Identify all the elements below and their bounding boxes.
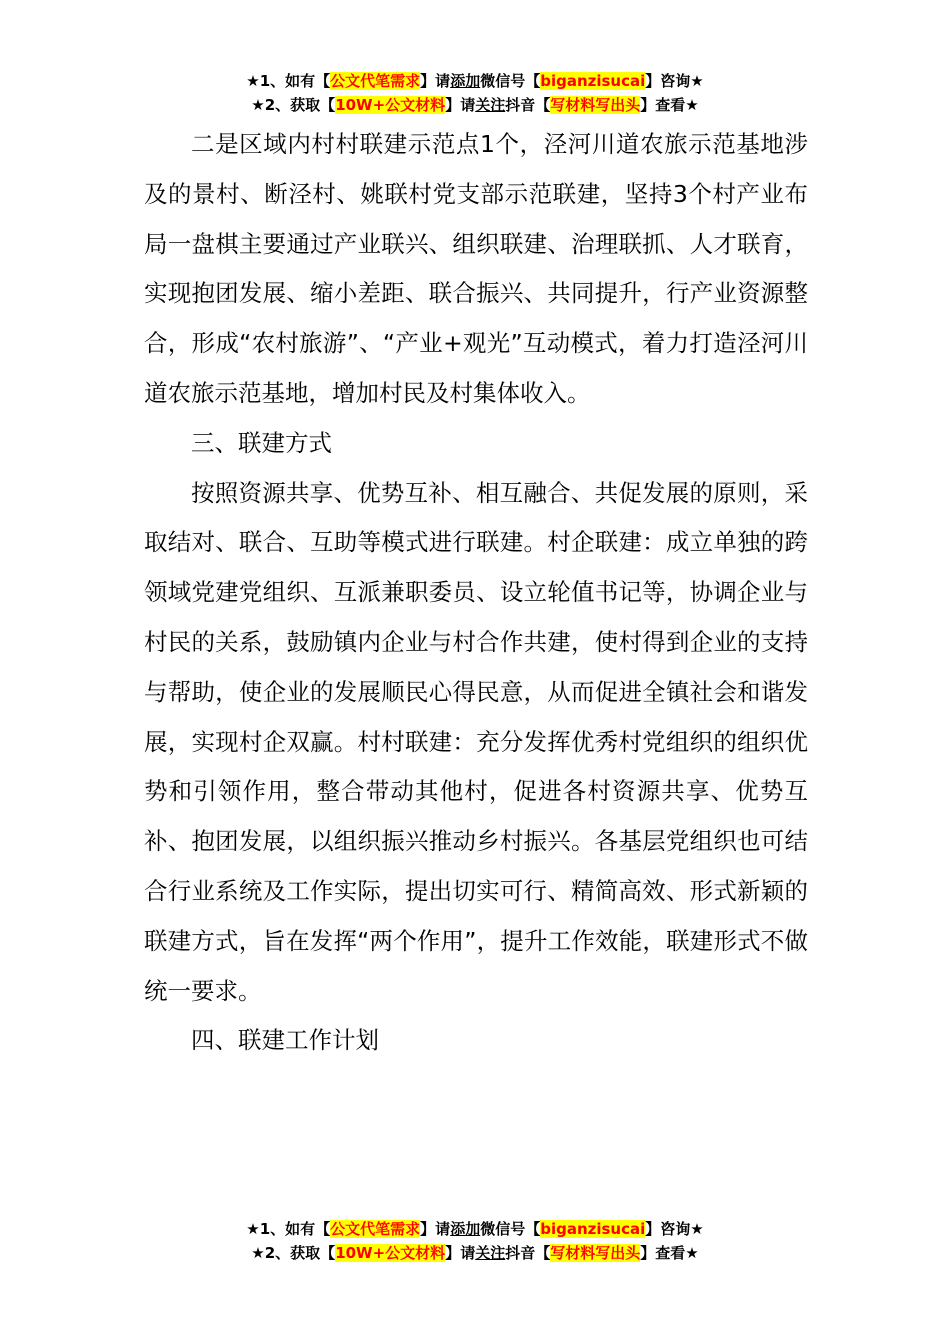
banner-highlight: 10W+公文材料 <box>335 1244 446 1262</box>
banner-highlight: 写材料写出头 <box>550 96 641 114</box>
banner-text: 】请 <box>445 1244 476 1262</box>
banner-text: 】咨询★ <box>645 72 704 90</box>
banner-underlined-text: 添加 <box>450 72 481 90</box>
top-banner <box>0 69 950 117</box>
banner-text: ★1、如有【 <box>246 72 331 90</box>
banner-highlight: 公文代笔需求 <box>330 1220 421 1238</box>
banner-underlined-text: 关注 <box>475 96 506 114</box>
banner-line-1 <box>0 1217 950 1241</box>
banner-underlined-text: 添加 <box>450 1220 481 1238</box>
banner-line-2 <box>0 93 950 117</box>
banner-highlight: 写材料写出头 <box>550 1244 641 1262</box>
banner-highlight: biganzisucai <box>540 72 646 90</box>
banner-text: 】请 <box>420 72 451 90</box>
banner-line-1 <box>0 69 950 93</box>
paragraph-demonstration-site: 二是区域内村村联建示范点1个，泾河川道农旅示范基地涉及的景村、断泾村、姚联村党支部示范联建，坚持3个村产业布局一盘棋主要通过产业联兴、组织联建、治理联抓、人才联育，实现抱团发展、缩小差距、联合振兴、共同提升，行产业资源整合，形成“农村旅游”、“产业+观光”互动模式，着力打造泾河川道农旅示范基地，增加村民及村集体收入。 <box>144 130 808 407</box>
banner-text: 】查看★ <box>640 96 699 114</box>
banner-highlight: 公文代笔需求 <box>330 72 421 90</box>
banner-text: 】咨询★ <box>645 1220 704 1238</box>
banner-text: 微信号【 <box>480 1220 541 1238</box>
banner-text: ★2、获取【 <box>251 96 336 114</box>
banner-underlined-text: 关注 <box>475 1244 506 1262</box>
banner-highlight: biganzisucai <box>540 1220 646 1238</box>
banner-text: ★1、如有【 <box>246 1220 331 1238</box>
banner-text: ★2、获取【 <box>251 1244 336 1262</box>
section-heading-work-plan: 四、联建工作计划 <box>191 1026 379 1055</box>
banner-text: 抖音【 <box>505 1244 551 1262</box>
bottom-banner <box>0 1217 950 1265</box>
banner-line-2 <box>0 1241 950 1265</box>
banner-text: 】查看★ <box>640 1244 699 1262</box>
document-body <box>144 120 808 1066</box>
banner-highlight: 10W+公文材料 <box>335 96 446 114</box>
paragraph-joint-construction-method: 按照资源共享、优势互补、相互融合、共促发展的原则，采取结对、联合、互助等模式进行联建。村企联建：成立单独的跨领域党建党组织、互派兼职委员、设立轮值书记等，协调企业与村民的关系，鼓励镇内企业与村合作共建，使村得到企业的支持与帮助，使企业的发展顺民心得民意，从而促进全镇社会和谐发展，实现村企双赢。村村联建：充分发挥优秀村党组织的组织优势和引领作用，整合带动其他村，促进各村资源共享、优势互补、抱团发展，以组织振兴推动乡村振兴。各基层党组织也可结合行业系统及工作实际，提出切实可行、精简高效、形式新颖的联建方式，旨在发挥“两个作用”，提升工作效能，联建形式不做统一要求。 <box>144 478 808 1005</box>
banner-text: 微信号【 <box>480 72 541 90</box>
banner-text: 】请 <box>445 96 476 114</box>
banner-text: 】请 <box>420 1220 451 1238</box>
section-heading-joint-construction-method: 三、联建方式 <box>191 428 332 457</box>
banner-text: 抖音【 <box>505 96 551 114</box>
